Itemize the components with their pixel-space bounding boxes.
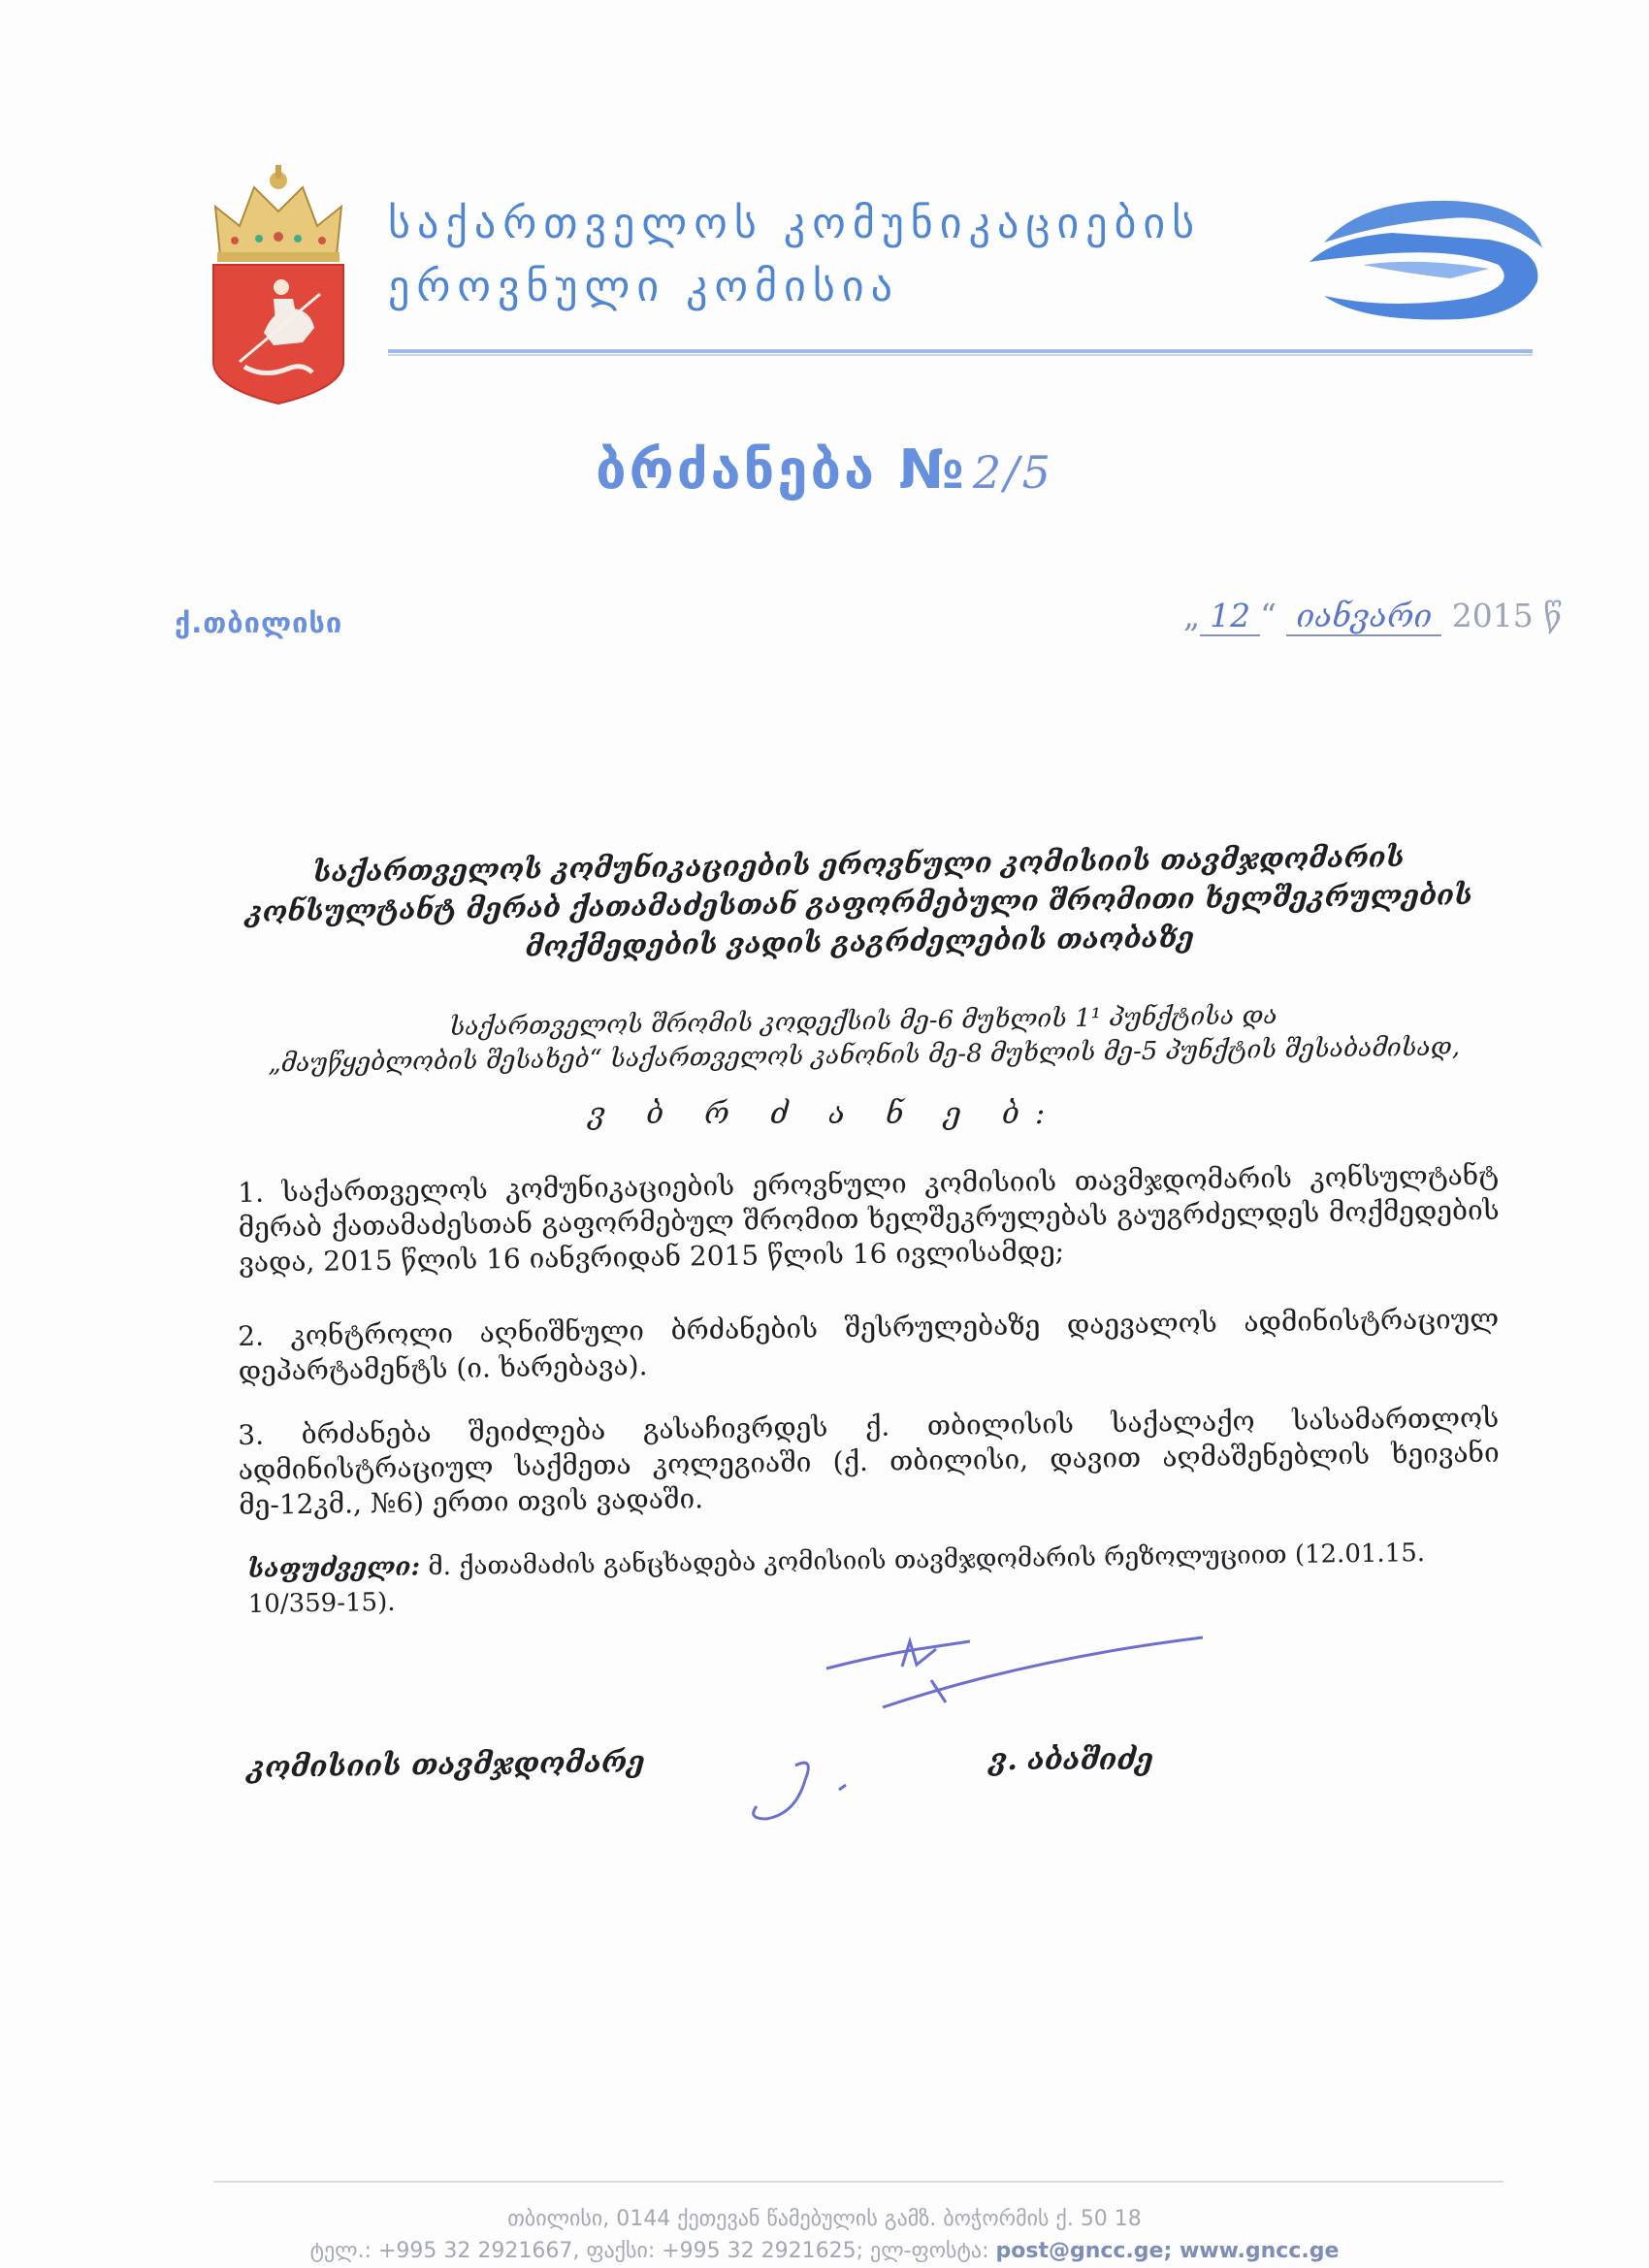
handwritten-signature-icon [737,1620,1222,1843]
footer-phone-fax: ტელ.: +995 32 2921667, ფაქსი: +995 32 2921625; ელ-ფოსტა: [309,2239,996,2263]
basis-text: მ. ქათამაძის განცხადება კომისიის თავმჯდომარის რეზოლუციით (12.01.15. 10/359-15). [247,1539,1426,1619]
footer-address: თბილისი, 0144 ქეთევან წამებულის გამზ. ბოჭორმის ქ. 50 18 [507,2207,1142,2231]
order-item: 2. კონტროლი აღნიშნული ბრძანების შესრულებაზე დაევალოს ადმინისტრაციულ დეპარტამენტს (ი. ხარებავა). [238,1302,1500,1387]
organization-name-line-2: ეროვნული კომისია [388,262,899,311]
footer-divider [213,2181,1504,2183]
order-title [0,438,1649,502]
footer-contacts: ტელ.: +995 32 2921667, ფაქსი: +995 32 2921625; ელ-ფოსტა: post@gncc.ge; www.gncc.ge [309,2239,1340,2263]
order-title-label: ბრძანება № [596,438,967,502]
legal-basis-line: „მაუწყებლობის შესახებ“ საქართველოს კანონის მე-8 მუხლის მე-5 პუნქტის შესაბამისად, [268,1032,1461,1079]
document-heading-line: საქართველოს კომუნიკაციების ეროვნული კომისიის თავმჯდომარის [312,840,1406,889]
date-year: 2015 წ [1451,597,1563,634]
document-heading-line: მოქმედების ვადის გაგრძელების თაობაზე [525,921,1195,963]
signer-title: კომისიის თავმჯდომარე [247,1745,646,1785]
issue-city: ქ.თბილისი [175,606,343,639]
legal-basis-line: საქართველოს შრომის კოდექსის მე-6 მუხლის 1¹ პუნქტისა და [449,1001,1277,1043]
organization-name-line-1: საქართველოს კომუნიკაციების [388,199,1202,248]
header-divider [388,349,1533,356]
footer-email-link[interactable]: post@gncc.ge [995,2239,1164,2263]
legal-basis [242,996,1485,1082]
i-order-heading: ვ ბ რ ძ ა ნ ე ბ: [588,1096,1061,1131]
basis-note [247,1535,1509,1622]
footer-website-link[interactable]: www.gncc.ge [1179,2239,1340,2263]
order-number: 2/5 [972,446,1053,499]
basis-label: საფუძველი: [247,1552,421,1584]
coat-of-arms-icon [206,163,351,405]
signer-name: ვ. აბაშიძე [989,1743,1154,1777]
document-heading [233,836,1486,970]
issue-date: „ 12 “ იანვარი 2015 წ [1183,597,1563,634]
gncc-logo-icon [1305,189,1547,325]
date-month: იანვარი [1286,597,1441,636]
document-heading-line: კონსულტანტ მერაბ ქათამაძესთან გაფორმებული შრომითი ხელშეკრულების [245,878,1473,928]
order-item: 3. ბრძანება შეიძლება გასაჩივრდეს ქ. თბილისის საქალაქო სასამართლოს ადმინისტრაციულ საქმეთა კოლეგიაში (ქ. თბილისი, დავით აღმაშენებლის ხეივანი მე-12კმ., №6) ერთი თვის ვადაში. [238,1401,1500,1521]
order-item: 1. საქართველოს კომუნიკაციების ეროვნული კომისიის თავმჯდომარის კონსულტანტ მერაბ ქათამაძესთან გაფორმებულ შრომით ხელშეკრულებას გაუგრძელდეს მოქმედების ვადა, 2015 წლის 16 იანვრიდან 2015 წლის 16 ივლისამდე; [238,1158,1500,1279]
date-day: 12 [1200,597,1260,636]
